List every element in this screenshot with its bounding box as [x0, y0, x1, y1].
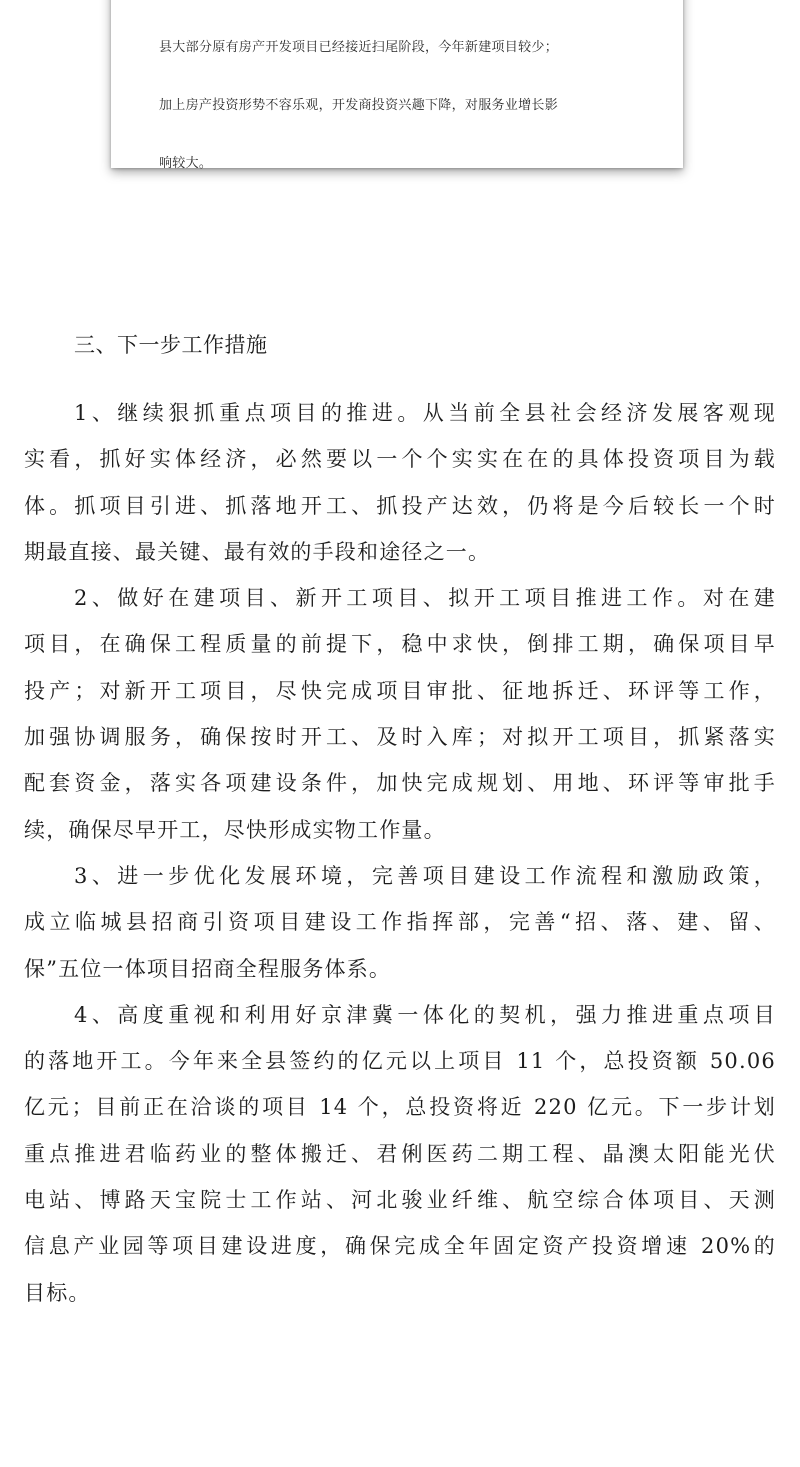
paragraph-4: [24, 992, 776, 1316]
paragraph-line: 信息产业园等项目建设进度，确保完成全年固定资产投资增速 20%的: [24, 1234, 776, 1259]
excerpt-line: 加上房产投资形势不容乐观，开发商投资兴趣下降，对服务业增长影: [159, 98, 559, 113]
paragraph-line: 体。抓项目引进、抓落地开工、抓投产达效，仍将是今后较长一个时: [24, 493, 776, 518]
paragraph-line: 实看，抓好实体经济，必然要以一个个实实在在的具体投资项目为载: [24, 447, 776, 472]
paragraph-line: 配套资金，落实各项建设条件，加快完成规划、用地、环评等审批手: [24, 771, 776, 796]
paragraph-1: [24, 390, 776, 575]
paragraph-2: [24, 575, 776, 853]
paragraph-line: 投产；对新开工项目，尽快完成项目审批、征地拆迁、环评等工作，: [24, 678, 776, 703]
paragraph-line: 期最直接、最关键、最有效的手段和途径之一。: [24, 539, 491, 564]
paragraph-line: 4、高度重视和利用好京津冀一体化的契机，强力推进重点项目: [74, 1002, 776, 1027]
paragraph-line: 加强协调服务，确保按时开工、及时入库；对拟开工项目，抓紧落实: [24, 725, 776, 750]
paragraph-line: 续，确保尽早开工，尽快形成实物工作量。: [24, 817, 446, 842]
excerpt-line: 响较大。: [159, 156, 213, 171]
paragraph-line: 1、继续狠抓重点项目的推进。从当前全县社会经济发展客观现: [74, 401, 776, 425]
excerpt-card: [111, 0, 683, 171]
section-heading: 三、下一步工作措施: [74, 333, 268, 357]
excerpt-line: 县大部分原有房产开发项目已经接近扫尾阶段，今年新建项目较少；: [159, 40, 559, 55]
paragraph-line: 重点推进君临药业的整体搬迁、君俐医药二期工程、晶澳太阳能光伏: [24, 1141, 776, 1166]
paragraph-line: 项目，在确保工程质量的前提下，稳中求快，倒排工期，确保项目早: [24, 632, 776, 657]
excerpt-text: [159, 4, 649, 207]
paragraph-line: 2、做好在建项目、新开工项目、拟开工项目推进工作。对在建: [74, 586, 776, 611]
paragraph-line: 3、进一步优化发展环境，完善项目建设工作流程和激励政策，: [74, 863, 776, 888]
paragraph-line: 的落地开工。今年来全县签约的亿元以上项目 11 个，总投资额 50.06: [24, 1049, 776, 1074]
paragraph-line: 电站、博路天宝院士工作站、河北骏业纤维、航空综合体项目、天测: [24, 1188, 776, 1213]
paragraph-line: 保”五位一体项目招商全程服务体系。: [24, 956, 392, 981]
paragraph-line: 成立临城县招商引资项目建设工作指挥部，完善“招、落、建、留、: [24, 910, 776, 935]
body-text: [24, 390, 776, 1316]
paragraph-line: 目标。: [24, 1280, 91, 1305]
paragraph-3: [24, 853, 776, 992]
paragraph-line: 亿元；目前正在洽谈的项目 14 个，总投资将近 220 亿元。下一步计划: [24, 1095, 776, 1120]
